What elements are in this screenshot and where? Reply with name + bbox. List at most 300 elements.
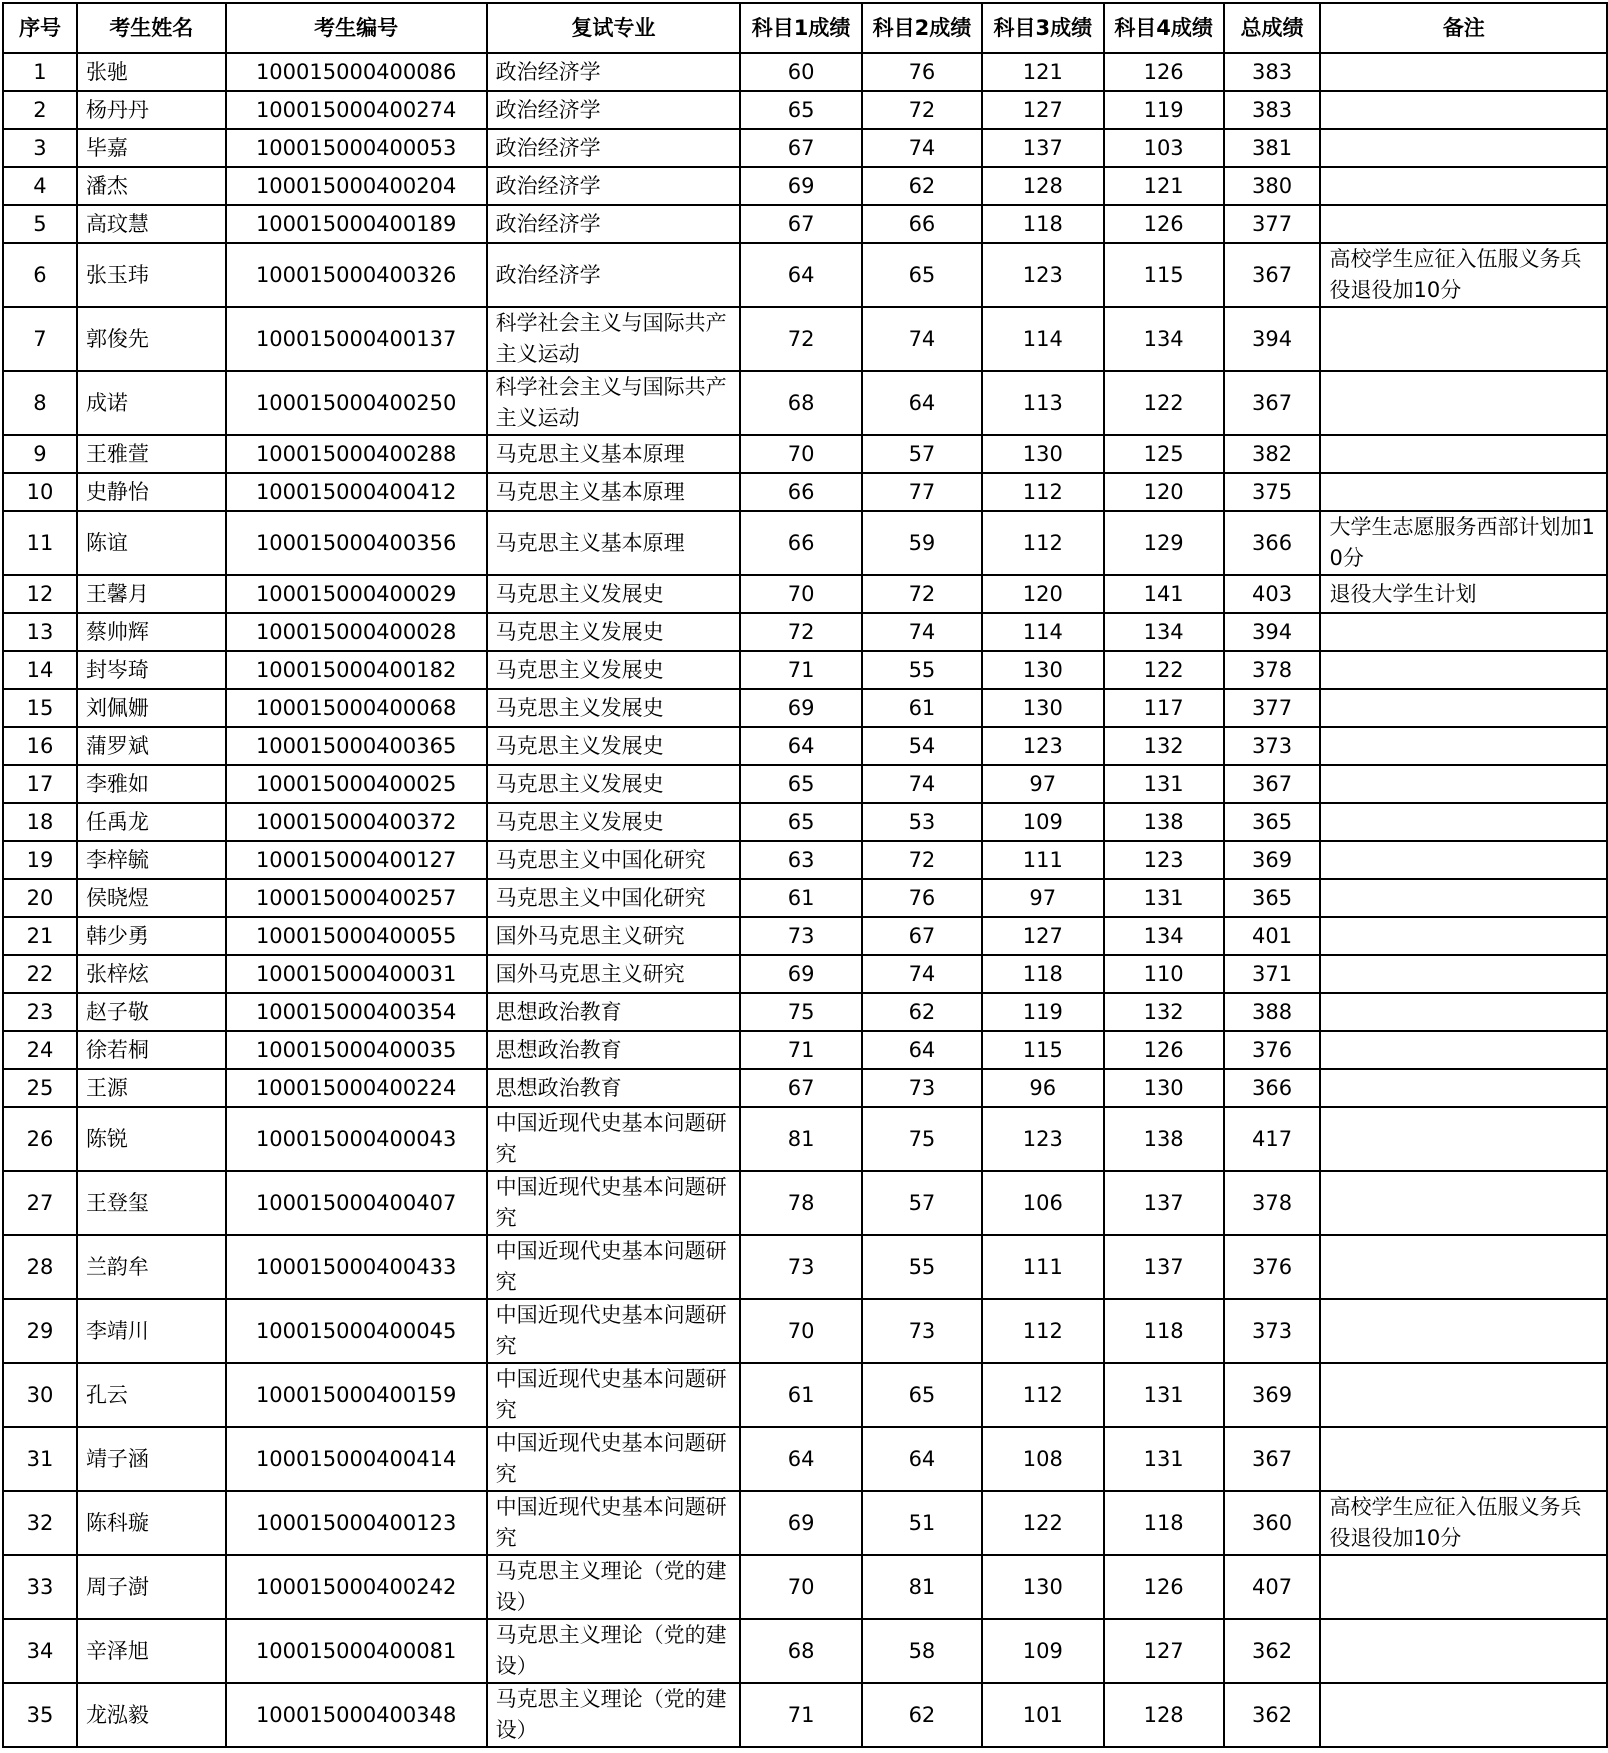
cell-candidate-id: 100015000400123 bbox=[226, 1491, 487, 1555]
cell-total: 388 bbox=[1224, 993, 1321, 1031]
cell-candidate-id: 100015000400068 bbox=[226, 689, 487, 727]
header-candidate-id: 考生编号 bbox=[226, 3, 487, 53]
table-row bbox=[3, 1491, 1607, 1555]
header-index: 序号 bbox=[3, 3, 77, 53]
cell-index: 32 bbox=[3, 1491, 77, 1555]
cell-remarks bbox=[1320, 841, 1607, 879]
cell-subject3: 97 bbox=[982, 879, 1104, 917]
cell-candidate-id: 100015000400043 bbox=[226, 1107, 487, 1171]
cell-subject2: 53 bbox=[862, 803, 982, 841]
cell-subject3: 97 bbox=[982, 765, 1104, 803]
cell-remarks bbox=[1320, 205, 1607, 243]
cell-subject3: 123 bbox=[982, 243, 1104, 307]
cell-candidate-id: 100015000400274 bbox=[226, 91, 487, 129]
cell-name: 陈科璇 bbox=[77, 1491, 226, 1555]
cell-subject1: 72 bbox=[740, 613, 862, 651]
cell-remarks bbox=[1320, 1619, 1607, 1683]
cell-subject4: 121 bbox=[1104, 167, 1224, 205]
table-row bbox=[3, 167, 1607, 205]
cell-total: 365 bbox=[1224, 879, 1321, 917]
cell-total: 407 bbox=[1224, 1555, 1321, 1619]
cell-candidate-id: 100015000400414 bbox=[226, 1427, 487, 1491]
table-row bbox=[3, 575, 1607, 613]
cell-major: 马克思主义基本原理 bbox=[487, 435, 741, 473]
cell-candidate-id: 100015000400053 bbox=[226, 129, 487, 167]
cell-name: 王馨月 bbox=[77, 575, 226, 613]
cell-index: 35 bbox=[3, 1683, 77, 1747]
cell-remarks bbox=[1320, 1299, 1607, 1363]
cell-remarks bbox=[1320, 727, 1607, 765]
cell-candidate-id: 100015000400250 bbox=[226, 371, 487, 435]
cell-subject1: 64 bbox=[740, 243, 862, 307]
cell-total: 376 bbox=[1224, 1031, 1321, 1069]
cell-subject3: 111 bbox=[982, 1235, 1104, 1299]
cell-subject3: 128 bbox=[982, 167, 1104, 205]
cell-name: 杨丹丹 bbox=[77, 91, 226, 129]
cell-major: 政治经济学 bbox=[487, 205, 741, 243]
cell-major: 马克思主义发展史 bbox=[487, 803, 741, 841]
cell-subject2: 55 bbox=[862, 651, 982, 689]
cell-subject1: 64 bbox=[740, 1427, 862, 1491]
cell-subject2: 55 bbox=[862, 1235, 982, 1299]
cell-candidate-id: 100015000400348 bbox=[226, 1683, 487, 1747]
cell-name: 郭俊先 bbox=[77, 307, 226, 371]
cell-subject3: 123 bbox=[982, 1107, 1104, 1171]
cell-remarks bbox=[1320, 1107, 1607, 1171]
cell-name: 王雅萱 bbox=[77, 435, 226, 473]
cell-name: 孔云 bbox=[77, 1363, 226, 1427]
cell-subject4: 130 bbox=[1104, 1069, 1224, 1107]
cell-total: 378 bbox=[1224, 1171, 1321, 1235]
cell-subject2: 65 bbox=[862, 243, 982, 307]
table-row bbox=[3, 129, 1607, 167]
cell-subject3: 108 bbox=[982, 1427, 1104, 1491]
cell-name: 陈谊 bbox=[77, 511, 226, 575]
cell-name: 潘杰 bbox=[77, 167, 226, 205]
cell-major: 中国近现代史基本问题研究 bbox=[487, 1107, 741, 1171]
cell-subject4: 118 bbox=[1104, 1299, 1224, 1363]
cell-total: 373 bbox=[1224, 1299, 1321, 1363]
cell-subject3: 127 bbox=[982, 917, 1104, 955]
cell-subject3: 118 bbox=[982, 955, 1104, 993]
cell-index: 9 bbox=[3, 435, 77, 473]
cell-remarks bbox=[1320, 167, 1607, 205]
cell-subject4: 115 bbox=[1104, 243, 1224, 307]
cell-index: 26 bbox=[3, 1107, 77, 1171]
cell-major: 马克思主义发展史 bbox=[487, 575, 741, 613]
cell-index: 7 bbox=[3, 307, 77, 371]
cell-major: 马克思主义基本原理 bbox=[487, 511, 741, 575]
cell-total: 371 bbox=[1224, 955, 1321, 993]
cell-subject1: 75 bbox=[740, 993, 862, 1031]
cell-subject1: 65 bbox=[740, 91, 862, 129]
table-row bbox=[3, 803, 1607, 841]
cell-subject1: 66 bbox=[740, 473, 862, 511]
score-table bbox=[2, 2, 1608, 1748]
cell-subject1: 67 bbox=[740, 129, 862, 167]
cell-remarks bbox=[1320, 91, 1607, 129]
cell-subject4: 125 bbox=[1104, 435, 1224, 473]
cell-subject4: 138 bbox=[1104, 1107, 1224, 1171]
cell-subject3: 109 bbox=[982, 803, 1104, 841]
cell-total: 401 bbox=[1224, 917, 1321, 955]
header-major: 复试专业 bbox=[487, 3, 741, 53]
cell-subject2: 66 bbox=[862, 205, 982, 243]
cell-name: 龙泓毅 bbox=[77, 1683, 226, 1747]
cell-subject4: 128 bbox=[1104, 1683, 1224, 1747]
cell-subject3: 115 bbox=[982, 1031, 1104, 1069]
cell-index: 14 bbox=[3, 651, 77, 689]
cell-subject2: 73 bbox=[862, 1069, 982, 1107]
header-subject1: 科目1成绩 bbox=[740, 3, 862, 53]
cell-remarks bbox=[1320, 53, 1607, 91]
cell-name: 陈锐 bbox=[77, 1107, 226, 1171]
cell-name: 高玟慧 bbox=[77, 205, 226, 243]
cell-major: 思想政治教育 bbox=[487, 1031, 741, 1069]
table-row bbox=[3, 841, 1607, 879]
cell-index: 1 bbox=[3, 53, 77, 91]
cell-total: 394 bbox=[1224, 613, 1321, 651]
cell-index: 15 bbox=[3, 689, 77, 727]
cell-subject2: 81 bbox=[862, 1555, 982, 1619]
cell-candidate-id: 100015000400412 bbox=[226, 473, 487, 511]
cell-remarks bbox=[1320, 1031, 1607, 1069]
table-row bbox=[3, 1107, 1607, 1171]
cell-subject2: 74 bbox=[862, 307, 982, 371]
cell-subject1: 68 bbox=[740, 1619, 862, 1683]
cell-subject2: 72 bbox=[862, 575, 982, 613]
cell-total: 362 bbox=[1224, 1619, 1321, 1683]
cell-subject2: 65 bbox=[862, 1363, 982, 1427]
cell-remarks bbox=[1320, 1683, 1607, 1747]
cell-name: 徐若桐 bbox=[77, 1031, 226, 1069]
cell-major: 马克思主义发展史 bbox=[487, 689, 741, 727]
cell-subject3: 130 bbox=[982, 435, 1104, 473]
cell-major: 中国近现代史基本问题研究 bbox=[487, 1491, 741, 1555]
cell-name: 蒲罗斌 bbox=[77, 727, 226, 765]
cell-index: 28 bbox=[3, 1235, 77, 1299]
cell-candidate-id: 100015000400055 bbox=[226, 917, 487, 955]
cell-remarks bbox=[1320, 993, 1607, 1031]
cell-major: 政治经济学 bbox=[487, 53, 741, 91]
cell-remarks bbox=[1320, 371, 1607, 435]
cell-index: 18 bbox=[3, 803, 77, 841]
table-row bbox=[3, 765, 1607, 803]
header-subject4: 科目4成绩 bbox=[1104, 3, 1224, 53]
cell-subject4: 131 bbox=[1104, 1363, 1224, 1427]
cell-subject1: 66 bbox=[740, 511, 862, 575]
cell-name: 任禹龙 bbox=[77, 803, 226, 841]
cell-subject1: 65 bbox=[740, 803, 862, 841]
cell-subject2: 77 bbox=[862, 473, 982, 511]
cell-remarks bbox=[1320, 129, 1607, 167]
table-row bbox=[3, 917, 1607, 955]
cell-index: 24 bbox=[3, 1031, 77, 1069]
cell-candidate-id: 100015000400045 bbox=[226, 1299, 487, 1363]
cell-subject3: 114 bbox=[982, 307, 1104, 371]
cell-remarks bbox=[1320, 1363, 1607, 1427]
cell-index: 3 bbox=[3, 129, 77, 167]
cell-subject2: 64 bbox=[862, 1427, 982, 1491]
cell-major: 马克思主义理论（党的建设） bbox=[487, 1683, 741, 1747]
cell-subject1: 63 bbox=[740, 841, 862, 879]
cell-index: 12 bbox=[3, 575, 77, 613]
cell-subject2: 51 bbox=[862, 1491, 982, 1555]
cell-subject1: 78 bbox=[740, 1171, 862, 1235]
cell-total: 417 bbox=[1224, 1107, 1321, 1171]
cell-total: 383 bbox=[1224, 91, 1321, 129]
table-row bbox=[3, 651, 1607, 689]
cell-subject4: 119 bbox=[1104, 91, 1224, 129]
table-row bbox=[3, 1427, 1607, 1491]
cell-total: 366 bbox=[1224, 1069, 1321, 1107]
cell-subject4: 137 bbox=[1104, 1235, 1224, 1299]
cell-remarks bbox=[1320, 613, 1607, 651]
cell-subject2: 54 bbox=[862, 727, 982, 765]
cell-subject2: 67 bbox=[862, 917, 982, 955]
cell-subject2: 64 bbox=[862, 1031, 982, 1069]
cell-candidate-id: 100015000400372 bbox=[226, 803, 487, 841]
cell-subject1: 81 bbox=[740, 1107, 862, 1171]
cell-subject2: 58 bbox=[862, 1619, 982, 1683]
cell-name: 韩少勇 bbox=[77, 917, 226, 955]
cell-name: 靖子涵 bbox=[77, 1427, 226, 1491]
cell-total: 366 bbox=[1224, 511, 1321, 575]
cell-remarks: 退役大学生计划 bbox=[1320, 575, 1607, 613]
header-remarks: 备注 bbox=[1320, 3, 1607, 53]
cell-subject2: 76 bbox=[862, 53, 982, 91]
cell-subject3: 137 bbox=[982, 129, 1104, 167]
cell-total: 381 bbox=[1224, 129, 1321, 167]
cell-subject1: 70 bbox=[740, 1299, 862, 1363]
cell-candidate-id: 100015000400365 bbox=[226, 727, 487, 765]
cell-index: 19 bbox=[3, 841, 77, 879]
cell-subject3: 112 bbox=[982, 511, 1104, 575]
cell-name: 封岑琦 bbox=[77, 651, 226, 689]
table-row bbox=[3, 1299, 1607, 1363]
table-row bbox=[3, 243, 1607, 307]
table-row bbox=[3, 613, 1607, 651]
cell-subject2: 74 bbox=[862, 955, 982, 993]
table-row bbox=[3, 727, 1607, 765]
cell-name: 侯晓煜 bbox=[77, 879, 226, 917]
cell-remarks bbox=[1320, 473, 1607, 511]
cell-index: 16 bbox=[3, 727, 77, 765]
cell-subject2: 76 bbox=[862, 879, 982, 917]
cell-candidate-id: 100015000400182 bbox=[226, 651, 487, 689]
cell-major: 中国近现代史基本问题研究 bbox=[487, 1299, 741, 1363]
cell-subject1: 73 bbox=[740, 1235, 862, 1299]
cell-major: 科学社会主义与国际共产主义运动 bbox=[487, 371, 741, 435]
cell-major: 政治经济学 bbox=[487, 91, 741, 129]
cell-candidate-id: 100015000400257 bbox=[226, 879, 487, 917]
cell-subject4: 120 bbox=[1104, 473, 1224, 511]
cell-subject2: 72 bbox=[862, 91, 982, 129]
cell-index: 6 bbox=[3, 243, 77, 307]
cell-total: 367 bbox=[1224, 243, 1321, 307]
cell-major: 马克思主义发展史 bbox=[487, 765, 741, 803]
cell-subject1: 69 bbox=[740, 167, 862, 205]
cell-candidate-id: 100015000400407 bbox=[226, 1171, 487, 1235]
cell-major: 政治经济学 bbox=[487, 129, 741, 167]
cell-index: 29 bbox=[3, 1299, 77, 1363]
cell-candidate-id: 100015000400028 bbox=[226, 613, 487, 651]
cell-remarks bbox=[1320, 803, 1607, 841]
cell-remarks bbox=[1320, 1069, 1607, 1107]
table-row bbox=[3, 1683, 1607, 1747]
cell-subject4: 103 bbox=[1104, 129, 1224, 167]
cell-name: 刘佩姗 bbox=[77, 689, 226, 727]
cell-index: 5 bbox=[3, 205, 77, 243]
cell-subject1: 68 bbox=[740, 371, 862, 435]
cell-total: 382 bbox=[1224, 435, 1321, 473]
cell-subject3: 121 bbox=[982, 53, 1104, 91]
cell-subject1: 73 bbox=[740, 917, 862, 955]
cell-major: 马克思主义中国化研究 bbox=[487, 879, 741, 917]
cell-name: 李靖川 bbox=[77, 1299, 226, 1363]
cell-subject1: 69 bbox=[740, 1491, 862, 1555]
cell-major: 思想政治教育 bbox=[487, 1069, 741, 1107]
cell-name: 史静怡 bbox=[77, 473, 226, 511]
table-row bbox=[3, 993, 1607, 1031]
cell-subject1: 61 bbox=[740, 879, 862, 917]
cell-remarks: 高校学生应征入伍服义务兵役退役加10分 bbox=[1320, 243, 1607, 307]
cell-candidate-id: 100015000400159 bbox=[226, 1363, 487, 1427]
cell-subject3: 130 bbox=[982, 651, 1104, 689]
header-subject2: 科目2成绩 bbox=[862, 3, 982, 53]
cell-major: 马克思主义理论（党的建设） bbox=[487, 1555, 741, 1619]
cell-major: 马克思主义发展史 bbox=[487, 727, 741, 765]
cell-subject4: 131 bbox=[1104, 1427, 1224, 1491]
header-row bbox=[3, 3, 1607, 53]
cell-subject4: 126 bbox=[1104, 53, 1224, 91]
cell-subject2: 64 bbox=[862, 371, 982, 435]
table-row bbox=[3, 307, 1607, 371]
cell-subject4: 118 bbox=[1104, 1491, 1224, 1555]
cell-subject2: 73 bbox=[862, 1299, 982, 1363]
cell-total: 403 bbox=[1224, 575, 1321, 613]
cell-candidate-id: 100015000400035 bbox=[226, 1031, 487, 1069]
cell-subject4: 123 bbox=[1104, 841, 1224, 879]
cell-candidate-id: 100015000400127 bbox=[226, 841, 487, 879]
cell-major: 国外马克思主义研究 bbox=[487, 917, 741, 955]
cell-subject4: 131 bbox=[1104, 879, 1224, 917]
cell-name: 王登玺 bbox=[77, 1171, 226, 1235]
cell-name: 张驰 bbox=[77, 53, 226, 91]
cell-index: 27 bbox=[3, 1171, 77, 1235]
cell-subject2: 59 bbox=[862, 511, 982, 575]
cell-index: 22 bbox=[3, 955, 77, 993]
cell-subject2: 74 bbox=[862, 129, 982, 167]
cell-remarks bbox=[1320, 917, 1607, 955]
cell-subject3: 112 bbox=[982, 473, 1104, 511]
cell-index: 2 bbox=[3, 91, 77, 129]
cell-remarks bbox=[1320, 879, 1607, 917]
cell-total: 362 bbox=[1224, 1683, 1321, 1747]
table-row bbox=[3, 1235, 1607, 1299]
cell-total: 367 bbox=[1224, 1427, 1321, 1491]
cell-subject4: 134 bbox=[1104, 307, 1224, 371]
table-row bbox=[3, 1619, 1607, 1683]
table-row bbox=[3, 371, 1607, 435]
cell-major: 中国近现代史基本问题研究 bbox=[487, 1171, 741, 1235]
cell-remarks: 大学生志愿服务西部计划加10分 bbox=[1320, 511, 1607, 575]
cell-index: 11 bbox=[3, 511, 77, 575]
cell-subject3: 112 bbox=[982, 1363, 1104, 1427]
cell-total: 383 bbox=[1224, 53, 1321, 91]
header-name: 考生姓名 bbox=[77, 3, 226, 53]
cell-subject1: 67 bbox=[740, 205, 862, 243]
cell-subject3: 109 bbox=[982, 1619, 1104, 1683]
cell-index: 17 bbox=[3, 765, 77, 803]
cell-name: 蔡帅辉 bbox=[77, 613, 226, 651]
cell-index: 31 bbox=[3, 1427, 77, 1491]
cell-major: 马克思主义发展史 bbox=[487, 651, 741, 689]
cell-subject1: 61 bbox=[740, 1363, 862, 1427]
header-total: 总成绩 bbox=[1224, 3, 1321, 53]
cell-candidate-id: 100015000400081 bbox=[226, 1619, 487, 1683]
cell-subject4: 134 bbox=[1104, 917, 1224, 955]
cell-subject4: 110 bbox=[1104, 955, 1224, 993]
cell-total: 365 bbox=[1224, 803, 1321, 841]
cell-name: 成诺 bbox=[77, 371, 226, 435]
cell-subject1: 71 bbox=[740, 1683, 862, 1747]
cell-candidate-id: 100015000400025 bbox=[226, 765, 487, 803]
cell-subject3: 111 bbox=[982, 841, 1104, 879]
cell-candidate-id: 100015000400031 bbox=[226, 955, 487, 993]
cell-index: 34 bbox=[3, 1619, 77, 1683]
cell-total: 369 bbox=[1224, 1363, 1321, 1427]
cell-subject3: 114 bbox=[982, 613, 1104, 651]
cell-subject3: 112 bbox=[982, 1299, 1104, 1363]
cell-subject3: 113 bbox=[982, 371, 1104, 435]
cell-major: 政治经济学 bbox=[487, 167, 741, 205]
cell-subject3: 130 bbox=[982, 689, 1104, 727]
cell-candidate-id: 100015000400189 bbox=[226, 205, 487, 243]
cell-candidate-id: 100015000400224 bbox=[226, 1069, 487, 1107]
cell-subject1: 70 bbox=[740, 575, 862, 613]
cell-subject2: 74 bbox=[862, 765, 982, 803]
table-row bbox=[3, 511, 1607, 575]
cell-subject4: 126 bbox=[1104, 205, 1224, 243]
cell-total: 369 bbox=[1224, 841, 1321, 879]
cell-major: 科学社会主义与国际共产主义运动 bbox=[487, 307, 741, 371]
cell-major: 思想政治教育 bbox=[487, 993, 741, 1031]
cell-candidate-id: 100015000400326 bbox=[226, 243, 487, 307]
cell-subject3: 96 bbox=[982, 1069, 1104, 1107]
cell-total: 367 bbox=[1224, 371, 1321, 435]
cell-remarks bbox=[1320, 1427, 1607, 1491]
cell-total: 377 bbox=[1224, 205, 1321, 243]
cell-major: 中国近现代史基本问题研究 bbox=[487, 1363, 741, 1427]
cell-index: 21 bbox=[3, 917, 77, 955]
cell-name: 张梓炫 bbox=[77, 955, 226, 993]
cell-subject1: 71 bbox=[740, 1031, 862, 1069]
table-row bbox=[3, 1555, 1607, 1619]
cell-major: 中国近现代史基本问题研究 bbox=[487, 1427, 741, 1491]
cell-index: 25 bbox=[3, 1069, 77, 1107]
cell-remarks bbox=[1320, 435, 1607, 473]
cell-subject3: 101 bbox=[982, 1683, 1104, 1747]
cell-total: 380 bbox=[1224, 167, 1321, 205]
table-row bbox=[3, 879, 1607, 917]
cell-candidate-id: 100015000400029 bbox=[226, 575, 487, 613]
cell-subject2: 62 bbox=[862, 993, 982, 1031]
cell-major: 马克思主义基本原理 bbox=[487, 473, 741, 511]
cell-major: 国外马克思主义研究 bbox=[487, 955, 741, 993]
cell-subject1: 70 bbox=[740, 435, 862, 473]
cell-candidate-id: 100015000400086 bbox=[226, 53, 487, 91]
